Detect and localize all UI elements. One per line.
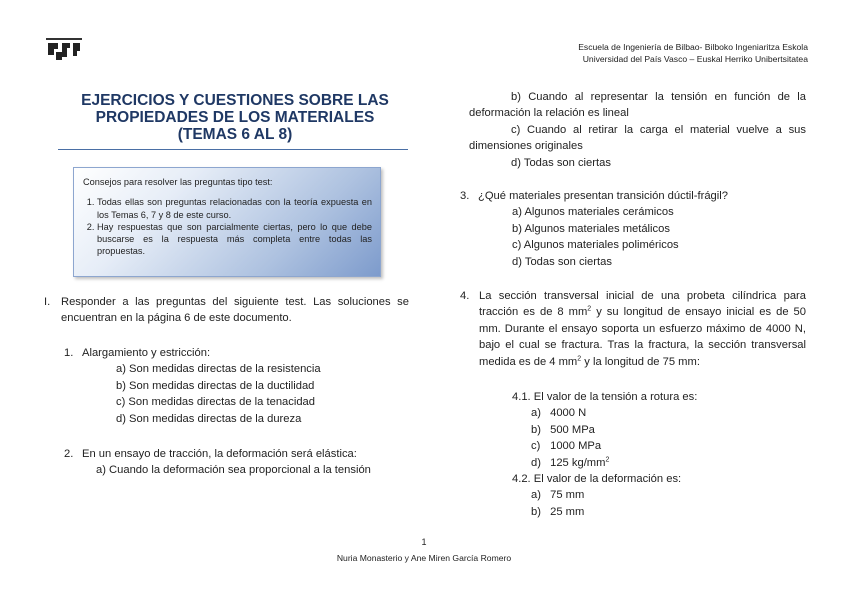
question-number: 3. xyxy=(460,190,470,202)
option-d: d) Todas son ciertas xyxy=(511,156,611,169)
option-letter: a) xyxy=(531,407,541,420)
tip-item: 1. Todas ellas son preguntas relacionadas con la teoría expuesta en los Temas 6, 7 y 8 de este curso. xyxy=(97,196,372,221)
question-number: 2. xyxy=(64,448,74,460)
superscript: 2 xyxy=(605,455,610,463)
question-4 xyxy=(460,288,806,370)
footer-authors: Nuria Monasterio y Ane Miren García Romero xyxy=(336,553,512,563)
title-line-3: (TEMAS 6 AL 8) xyxy=(177,126,293,143)
option: a) Algunos materiales cerámicos xyxy=(512,206,674,219)
section-marker: I. xyxy=(44,296,51,308)
subquestion-stem: 4.1. El valor de la tensión a rotura es: xyxy=(512,391,698,403)
option-letter: b) xyxy=(531,505,541,518)
tips-box xyxy=(73,167,381,277)
option xyxy=(531,405,697,421)
option xyxy=(531,422,697,438)
question-2-continued xyxy=(469,89,806,171)
page-number: 1 xyxy=(421,537,427,547)
option-text: 125 kg/mm xyxy=(550,456,606,469)
tip-item: 2. Hay respuestas que son parcialmente ciertas, pero lo que debe buscarse es la respuesta más completa entre todas las propuestas. xyxy=(97,221,372,258)
title-divider xyxy=(58,149,408,150)
option: c) Algunos materiales poliméricos xyxy=(512,239,679,252)
option-text: 4000 N xyxy=(550,407,587,420)
stem-part-3: y la longitud de 75 mm: xyxy=(581,355,700,368)
document-title xyxy=(60,92,410,143)
section-intro xyxy=(44,294,409,327)
option-text: 25 mm xyxy=(550,505,585,518)
question-options xyxy=(512,204,806,270)
institution-header xyxy=(578,41,808,65)
option-b: b) Cuando al representar la tensión en función de la deformación la relación es lineal xyxy=(469,91,806,120)
option-a xyxy=(64,462,409,478)
question-number: 4. xyxy=(460,290,470,302)
option: a) Son medidas directas de la resistencia xyxy=(116,363,321,376)
tips-heading: Consejos para resolver las preguntas tipo test: xyxy=(83,177,273,187)
question-number: 1. xyxy=(64,347,74,359)
title-line-2: PROPIEDADES DE LOS MATERIALES xyxy=(95,109,375,126)
question-stem: Alargamiento y estricción: xyxy=(82,347,211,359)
university-shield-logo-icon xyxy=(44,36,84,64)
question-1 xyxy=(64,345,409,427)
intro-text: Responder a las preguntas del siguiente test. Las soluciones se encuentran en la página 6 de este documento. xyxy=(61,296,409,325)
question-2 xyxy=(64,446,409,479)
subquestion-4-1 xyxy=(512,389,697,471)
subquestion-4-2 xyxy=(512,471,681,520)
option: d) Son medidas directas de la dureza xyxy=(116,412,302,425)
option xyxy=(531,504,681,520)
question-stem: ¿Qué materiales presentan transición dúctil-frágil? xyxy=(478,190,728,202)
option xyxy=(531,455,697,471)
question-3 xyxy=(460,188,806,270)
stem-part-1: La sección transversal inicial de una probeta cilíndrica para tracción es de 8 mm xyxy=(479,290,806,319)
option: d) Todas son ciertas xyxy=(512,255,612,268)
option-letter: b) xyxy=(531,423,541,436)
header-line-1: Escuela de Ingeniería de Bilbao- Bilboko Ingeniaritza Eskola xyxy=(578,42,808,52)
stem-part-2: y su longitud de ensayo inicial es de 50 mm. Durante el ensayo soporta un esfuerzo máximo de 4000 N, bajo el cual se fractura. Tras la fractura, la sección transversal medida es de 4 mm xyxy=(479,306,806,368)
option-c: c) Cuando al retirar la carga el material vuelve a sus dimensiones originales xyxy=(469,123,806,153)
superscript: 2 xyxy=(587,305,592,313)
header-line-2: Universidad del País Vasco – Euskal Herriko Unibertsitatea xyxy=(582,54,808,64)
option: b) Son medidas directas de la ductilidad xyxy=(116,379,315,392)
tips-list xyxy=(83,196,372,257)
question-stem: En un ensayo de tracción, la deformación será elástica: xyxy=(82,448,357,460)
option-text: 1000 MPa xyxy=(550,440,602,453)
option-text: 500 MPa xyxy=(550,423,595,436)
option-letter: d) xyxy=(531,456,541,469)
option xyxy=(531,438,697,454)
option-letter: a) xyxy=(531,489,541,502)
question-stem xyxy=(479,288,806,370)
subquestion-stem: 4.2. El valor de la deformación es: xyxy=(512,473,682,485)
subquestion-options xyxy=(531,405,697,471)
option-text: 75 mm xyxy=(550,489,585,502)
question-options xyxy=(116,361,409,427)
title-line-1: EJERCICIOS Y CUESTIONES SOBRE LAS xyxy=(81,92,389,109)
subquestion-options xyxy=(531,487,681,520)
option-a-text: a) Cuando la deformación sea proporcional a la tensión xyxy=(96,464,371,477)
option-letter: c) xyxy=(531,440,541,453)
option: b) Algunos materiales metálicos xyxy=(512,222,670,235)
superscript: 2 xyxy=(577,354,582,362)
option: c) Son medidas directas de la tenacidad xyxy=(116,396,316,409)
option xyxy=(531,487,681,503)
